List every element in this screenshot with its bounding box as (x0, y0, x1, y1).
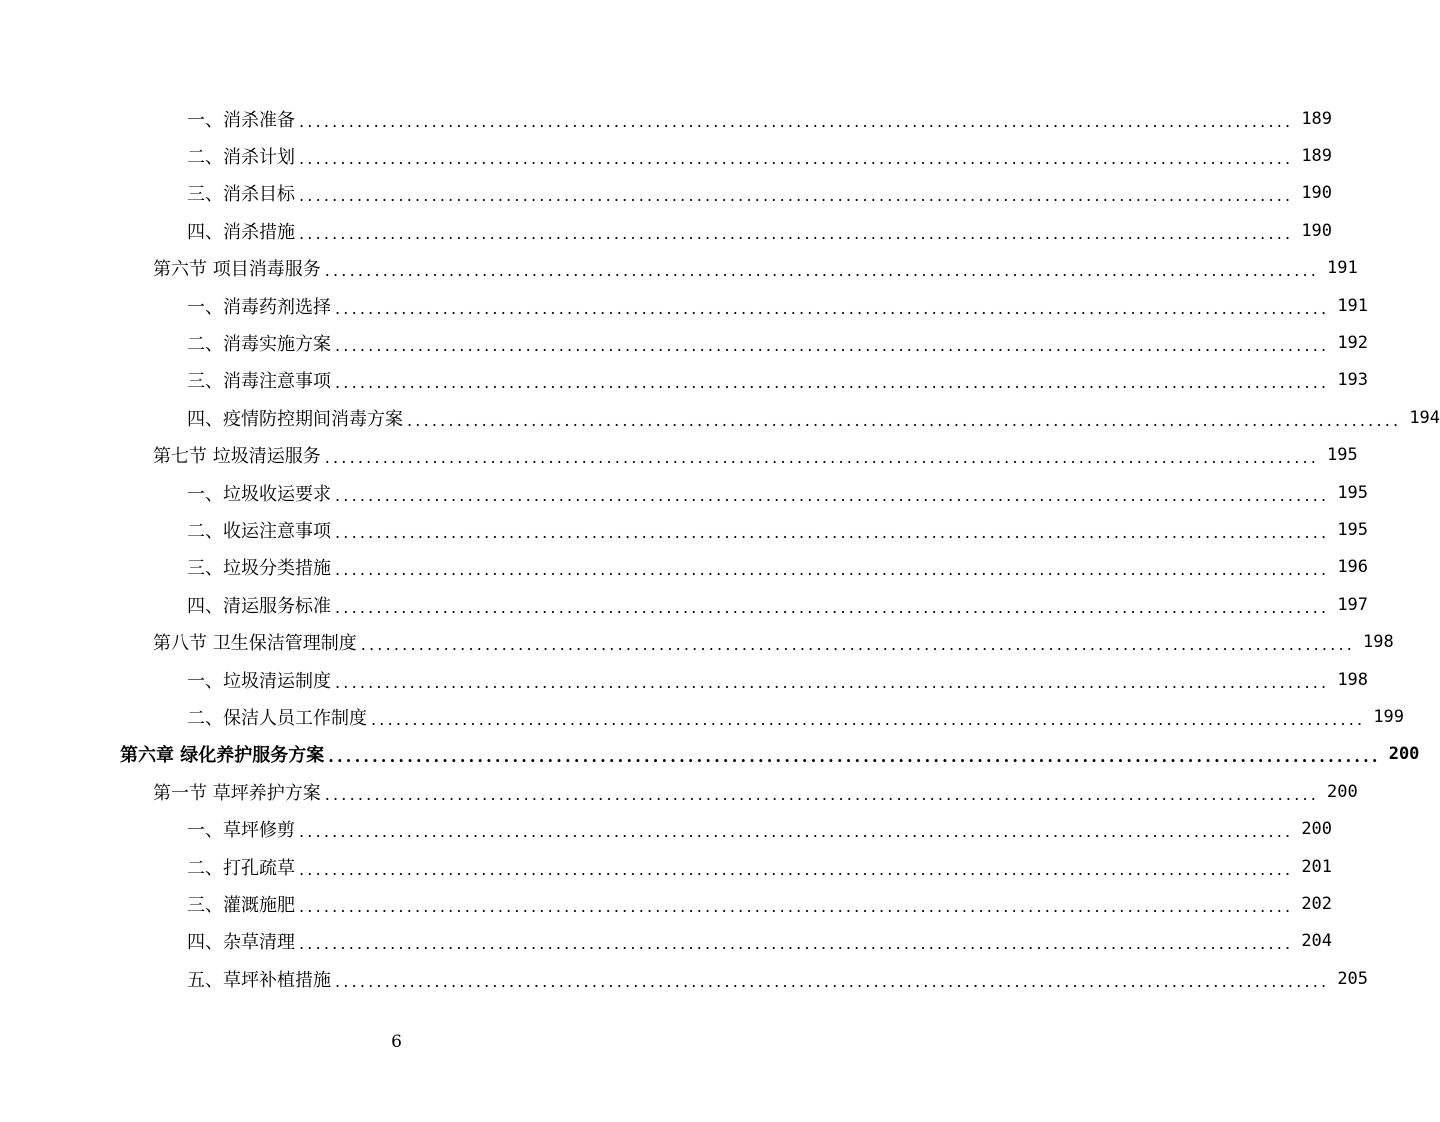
toc-entry-page: 191 (1327, 258, 1358, 279)
toc-subsection-entry[interactable] (0, 175, 1333, 212)
toc-subsection-entry[interactable] (0, 811, 1333, 848)
page-number: 6 (391, 1032, 402, 1052)
toc-entry-page: 201 (1301, 856, 1333, 877)
toc-subsection-entry[interactable] (0, 960, 1369, 997)
toc-entry-page: 195 (1337, 482, 1369, 503)
toc-dot-leader: ........................................................................................................................ (335, 522, 1330, 542)
toc-entry-title: 一、消杀准备 (187, 109, 295, 131)
toc-entry-title: 一、草坪修剪 (187, 820, 295, 842)
toc-entry-page: 199 (1373, 706, 1405, 727)
toc-entry-page: 200 (1388, 744, 1420, 765)
toc-entry-title: 四、疫情防控期间消毒方案 (187, 408, 403, 430)
toc-entry-title: 二、保洁人员工作制度 (187, 707, 367, 729)
toc-dot-leader: ........................................................................................................................ (335, 373, 1330, 393)
toc-dot-leader: ........................................................................................................................ (335, 335, 1330, 355)
toc-entry-page: 200 (1327, 781, 1358, 802)
toc-entry-title: 四、杂草清理 (187, 932, 295, 954)
toc-subsection-entry[interactable] (0, 586, 1369, 623)
toc-dot-leader: ........................................................................................................................ (335, 597, 1330, 617)
toc-entry-title: 四、消杀措施 (187, 221, 295, 243)
toc-entry-page: 190 (1301, 220, 1333, 241)
toc-dot-leader: ........................................................................................................................ (335, 485, 1330, 505)
toc-subsection-entry[interactable] (0, 885, 1333, 922)
toc-dot-leader: ........................................................................................................................ (324, 784, 1320, 804)
toc-entry-title: 三、消毒注意事项 (187, 371, 331, 393)
toc-entry-page: 192 (1337, 332, 1369, 353)
toc-entry-title: 二、消毒实施方案 (187, 333, 331, 355)
toc-subsection-entry[interactable] (0, 362, 1369, 399)
toc-entry-title: 四、清运服务标准 (187, 595, 331, 617)
toc-entry-title: 第八节 卫生保洁管理制度 (153, 633, 357, 655)
toc-dot-leader: ........................................................................................................................ (299, 186, 1294, 206)
toc-dot-leader: ........................................................................................................................ (407, 410, 1402, 430)
toc-subsection-entry[interactable] (0, 698, 1405, 735)
toc-subsection-entry[interactable] (0, 474, 1369, 511)
toc-entry-page: 200 (1301, 819, 1333, 840)
toc-entry-title: 二、收运注意事项 (187, 520, 331, 542)
toc-entry-title: 一、垃圾清运制度 (187, 670, 331, 692)
toc-dot-leader: ........................................................................................................................ (299, 896, 1294, 916)
toc-dot-leader: ........................................................................................................................ (299, 859, 1294, 879)
toc-entry-page: 196 (1337, 557, 1369, 578)
toc-subsection-entry[interactable] (0, 287, 1369, 324)
toc-entry-page: 198 (1363, 632, 1394, 653)
toc-section-entry[interactable] (0, 250, 1358, 287)
toc-entry-title: 二、打孔疏草 (187, 857, 295, 879)
toc-dot-leader: ........................................................................................................................ (299, 111, 1294, 131)
toc-entry-title: 一、垃圾收运要求 (187, 483, 331, 505)
toc-entry-title: 五、草坪补植措施 (187, 969, 331, 991)
toc-dot-leader: ........................................................................................................................ (299, 934, 1294, 954)
toc-dot-leader: ........................................................................................................................ (335, 672, 1330, 692)
toc-dot-leader: ........................................................................................................................ (371, 709, 1366, 729)
toc-dot-leader: ........................................................................................................................ (328, 747, 1381, 767)
toc-subsection-entry[interactable] (0, 324, 1369, 361)
toc-subsection-entry[interactable] (0, 100, 1333, 137)
toc-dot-leader: ........................................................................................................................ (324, 448, 1320, 468)
toc-entry-title: 第六节 项目消毒服务 (153, 259, 321, 281)
toc-entry-page: 205 (1337, 968, 1369, 989)
toc-entry-title: 二、消杀计划 (187, 146, 295, 168)
toc-entry-page: 204 (1301, 931, 1333, 952)
toc-subsection-entry[interactable] (0, 212, 1333, 249)
toc-section-entry[interactable] (0, 437, 1358, 474)
toc-entry-page: 194 (1409, 407, 1440, 428)
toc-entry-page: 195 (1337, 519, 1369, 540)
toc-dot-leader: ........................................................................................................................ (335, 560, 1330, 580)
toc-entry-title: 三、垃圾分类措施 (187, 558, 331, 580)
toc-entry-title: 第七节 垃圾清运服务 (153, 446, 321, 468)
toc-entry-page: 195 (1327, 445, 1358, 466)
toc-entry-title: 三、灌溉施肥 (187, 894, 295, 916)
toc-entry-page: 189 (1301, 145, 1333, 166)
toc-subsection-entry[interactable] (0, 399, 1440, 436)
toc-entry-page: 191 (1337, 295, 1369, 316)
toc-entry-page: 193 (1337, 370, 1369, 391)
toc-dot-leader: ........................................................................................................................ (335, 298, 1330, 318)
toc-subsection-entry[interactable] (0, 661, 1369, 698)
toc-entry-title: 第一节 草坪养护方案 (153, 782, 321, 804)
toc-entry-page: 189 (1301, 108, 1333, 129)
toc-dot-leader: ........................................................................................................................ (299, 822, 1294, 842)
toc-dot-leader: ........................................................................................................................ (299, 223, 1294, 243)
toc-entry-title: 第六章 绿化养护服务方案 (120, 745, 325, 767)
toc-entry-title: 一、消毒药剂选择 (187, 296, 331, 318)
toc-subsection-entry[interactable] (0, 137, 1333, 174)
toc-section-entry[interactable] (0, 773, 1358, 810)
toc-entry-title: 三、消杀目标 (187, 184, 295, 206)
toc-dot-leader: ........................................................................................................................ (324, 261, 1320, 281)
toc-entry-page: 190 (1301, 183, 1333, 204)
toc-subsection-entry[interactable] (0, 848, 1333, 885)
toc-chapter-entry[interactable] (0, 736, 1420, 773)
toc-entry-page: 198 (1337, 669, 1369, 690)
toc-dot-leader: ........................................................................................................................ (299, 148, 1294, 168)
toc-entry-page: 197 (1337, 594, 1369, 615)
toc-subsection-entry[interactable] (0, 549, 1369, 586)
toc-subsection-entry[interactable] (0, 511, 1369, 548)
toc-dot-leader: ........................................................................................................................ (360, 635, 1356, 655)
toc-dot-leader: ........................................................................................................................ (335, 971, 1330, 991)
toc-entry-page: 202 (1301, 893, 1333, 914)
toc-section-entry[interactable] (0, 624, 1394, 661)
toc-subsection-entry[interactable] (0, 923, 1333, 960)
